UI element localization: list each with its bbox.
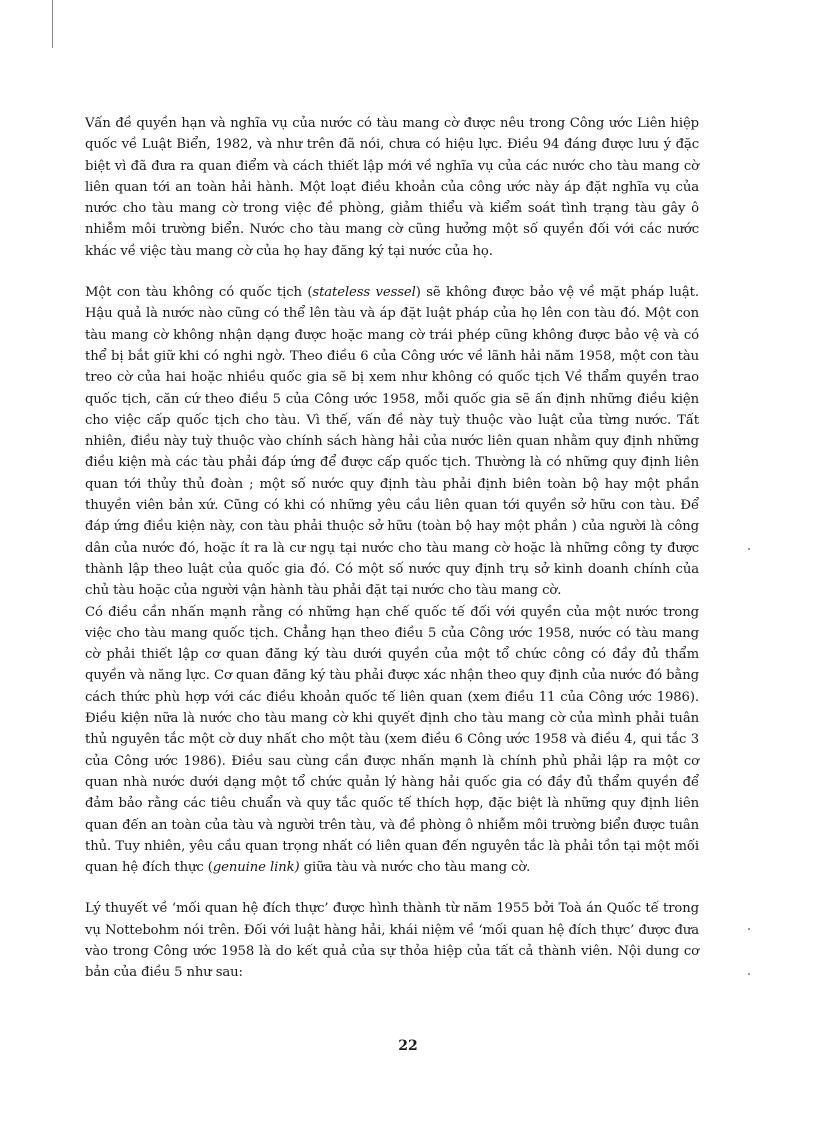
italic-term: genuine link) bbox=[212, 860, 300, 876]
page-number: 22 bbox=[398, 1038, 418, 1054]
paragraph-text: Một con tàu không có quốc tịch ( bbox=[85, 285, 313, 301]
document-body bbox=[85, 113, 699, 984]
paragraph-genuine-link-theory: Lý thuyết về ‘mối quan hệ đích thực’ được hình thành từ năm 1955 bởi Toà án Quốc tế trong vụ Nottebohm nói trên. Đối với luật hàng hải, khái niệm về ‘mối quan hệ đích thực’ được đưa vào trong Công ước 1958 là do kết quả của sự thỏa hiệp của tất cả thành viên. Nội dung cơ bản của điều 5 như sau: bbox=[85, 901, 699, 981]
italic-term: stateless vessel bbox=[312, 285, 416, 301]
paragraph-text: ) sẽ không được bảo vệ về mặt pháp luật. Hậu quả là nước nào cũng có thể lên tàu và áp đặt luật pháp của họ lên con tàu đó. Một con tàu mang cờ không nhận dạng được hoặc mang cờ trái phép cũng không được bảo vệ và có thể bị bắt giữ khi có nghi ngờ. Theo điều 6 của Công ước về lãnh hải năm 1958, một con tàu treo cờ của hai hoặc nhiều quốc gia sẽ bị xem như không có quốc tịch Về thẩm quyền trao quốc tịch, căn cứ theo điều 5 của Công ước 1958, mỗi quốc gia sẽ ấn định những điều kiện cho việc cấp quốc tịch cho tàu. Vì thế, vấn đề này tuỳ thuộc vào luật của từng nước. Tất nhiên, điều này tuỳ thuộc vào chính sách hàng hải của nước liên quan nhằm quy định những điều kiện mà các tàu phải đáp ứng để được cấp quốc tịch. Thường là có những quy định liên quan tới thủy thủ đoàn ; một số nước quy định tàu phải định biên toàn bộ hay một phần thuyền viên bản xứ. Cũng có khi có những yêu cầu liên quan tới quyền sở hữu con tàu. Để đáp ứng điều kiện này, con tàu phải thuộc sở hữu (toàn bộ hay một phần ) của người là công dân của nước đó, hoặc ít ra là cư ngụ tại nước cho tàu mang cờ hoặc là những công ty được thành lập theo luật của quốc gia đó. Có một số nước quy định trụ sở kinh doanh chính của chủ tàu hoặc của người vận hành tàu phải đặt tại nước cho tàu mang cờ. bbox=[85, 285, 699, 599]
paragraph-text: giữa tàu và nước cho tàu mang cờ. bbox=[299, 860, 531, 876]
paragraph-international-limits bbox=[85, 602, 699, 879]
scan-speck bbox=[748, 928, 750, 930]
scan-margin-line bbox=[52, 0, 53, 48]
scan-speck bbox=[748, 548, 750, 550]
paragraph-text: Có điều cần nhấn mạnh rằng có những hạn chế quốc tế đối với quyền của một nước trong việc cho tàu mang quốc tịch. Chẳng hạn theo điều 5 của Công ước 1958, nước có tàu mang cờ phải thiết lập cơ quan đăng ký tàu dưới quyền của một tổ chức công có đầy đủ thẩm quyền và năng lực. Cơ quan đăng ký tàu phải được xác nhận theo quy định của nước đó bằng cách thức phù hợp với các điều khoản quốc tế liên quan (xem điều 11 của Công ước 1986). Điều kiện nữa là nước cho tàu mang cờ khi quyết định cho tàu mang cờ của mình phải tuân thủ nguyên tắc một cờ duy nhất cho một tàu (xem điều 6 Công ước 1958 và điều 4, qui tắc 3 của Công ước 1986). Điều sau cùng cần được nhấn mạnh là chính phủ phải lập ra một cơ quan nhà nước dưới dạng một tổ chức quản lý hàng hải quốc gia có đầy đủ thẩm quyền để đảm bảo rằng các tiêu chuẩn và quy tắc quốc tế thích hợp, đặc biệt là những quy định liên quan đến an toàn của tàu và người trên tàu, và đề phòng ô nhiễm môi trường biển được tuân thủ. Tuy nhiên, yêu cầu quan trọng nhất có liên quan đến nguyên tắc là phải tồn tại một mối quan hệ đích thực ( bbox=[85, 604, 699, 876]
paragraph-stateless-vessel bbox=[85, 282, 699, 601]
scan-speck bbox=[748, 973, 750, 975]
paragraph-flag-state-duties: Vấn đề quyền hạn và nghĩa vụ của nước có tàu mang cờ được nêu trong Công ước Liên hiệp quốc về Luật Biển, 1982, và như trên đã nói, chưa có hiệu lực. Điều 94 đáng được lưu ý đặc biệt vì đã đưa ra quan điểm và cách thiết lập mới về nghĩa vụ của các nước cho tàu mang cờ liên quan tới an toàn hải hành. Một loạt điều khoản của công ước này áp đặt nghĩa vụ của nước cho tàu mang cờ trong việc đề phòng, giảm thiểu và kiểm soát tình trạng tàu gây ô nhiễm môi trường biển. Nước cho tàu mang cờ cũng hưởng một số quyền đối với các nước khác về việc tàu mang cờ của họ hay đăng ký tại nước của họ. bbox=[85, 116, 699, 259]
